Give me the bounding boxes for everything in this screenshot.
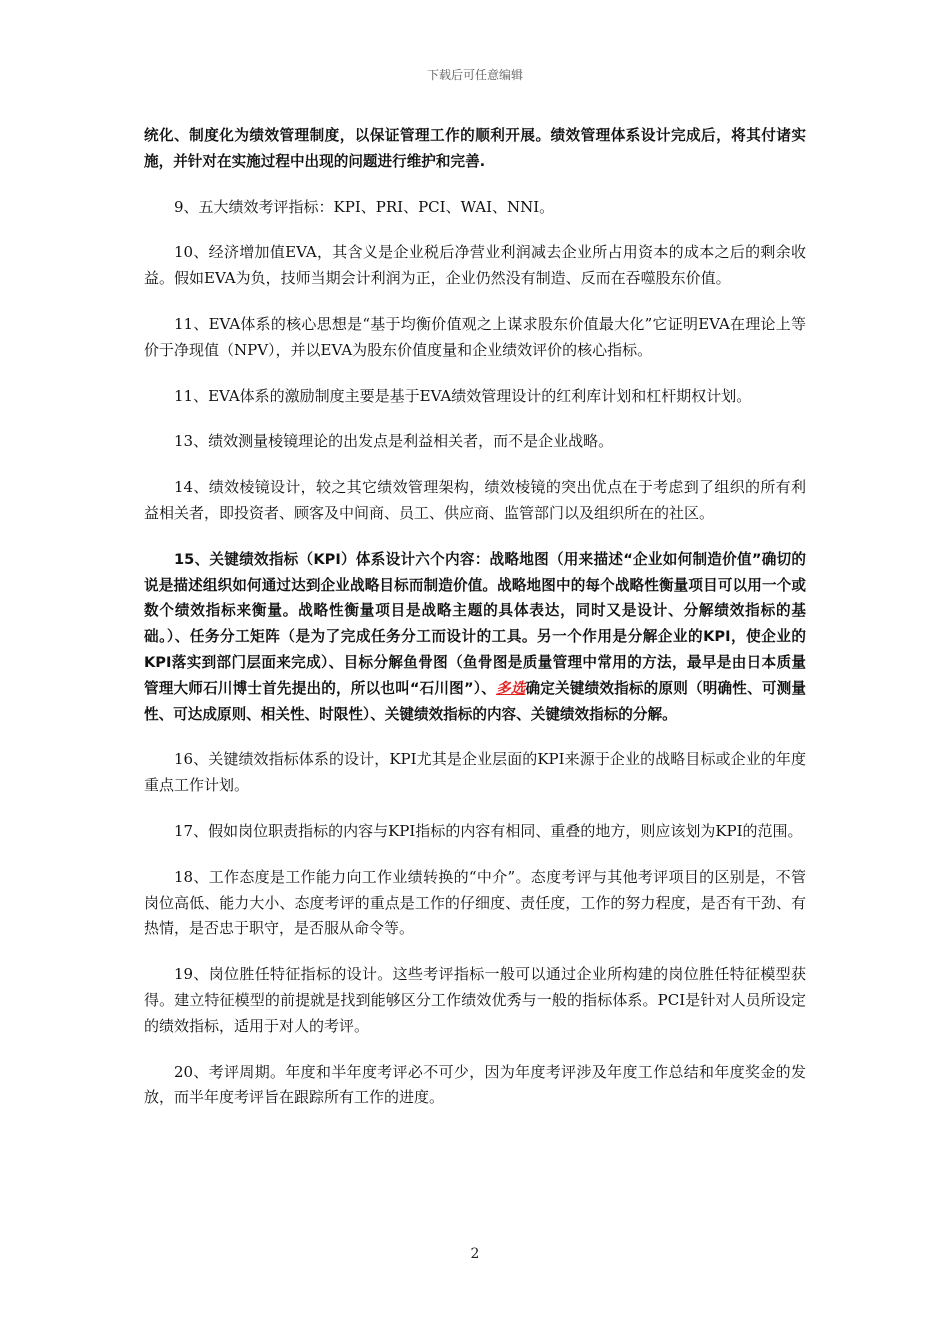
paragraph-item-19: 19、岗位胜任特征指标的设计。这些考评指标一般可以通过企业所构建的岗位胜任特征模型获得。建立特征模型的前提就是找到能够区分工作绩效优秀与一般的指标体系。PCI是针对人员所设定的绩效指标，适用于对人的考评。 bbox=[144, 965, 806, 1035]
paragraph-item-10: 10、经济增加值EVA，其含义是企业税后净营业利润减去企业所占用资本的成本之后的剩余收益。假如EVA为负，技师当期会计利润为正，企业仍然没有制造、反而在吞噬股东价值。 bbox=[144, 243, 806, 288]
paragraph-item-11b: 11、EVA体系的激励制度主要是基于EVA绩效管理设计的红利库计划和杠杆期权计划。 bbox=[174, 386, 752, 405]
paragraph-item-11a: 11、EVA体系的核心思想是“基于均衡价值观之上谋求股东价值最大化”它证明EVA在理论上等价于净现值（NPV），并以EVA为股东价值度量和企业绩效评价的核心指标。 bbox=[144, 314, 806, 359]
paragraph-item-14: 14、绩效棱镜设计，较之其它绩效管理架构，绩效棱镜的突出优点在于考虑到了组织的所有利益相关者，即投资者、顾客及中间商、员工、供应商、监管部门以及组织所在的社区。 bbox=[144, 478, 806, 522]
paragraph-item-13: 13、绩效测量棱镜理论的出发点是利益相关者，而不是企业战略。 bbox=[174, 432, 614, 451]
document-body bbox=[144, 123, 806, 1131]
page-header-note: 下载后可任意编辑 bbox=[426, 68, 523, 82]
paragraph-item-17: 17、假如岗位职责指标的内容与KPI指标的内容有相同、重叠的地方，则应该划为KPI的范围。 bbox=[174, 821, 803, 840]
paragraph-item-9: 9、五大绩效考评指标：KPI、PRI、PCI、WAI、NNI。 bbox=[174, 197, 555, 216]
paragraph-item-20: 20、考评周期。年度和半年度考评必不可少，因为年度考评涉及年度工作总结和年度奖金的发放，而半年度考评旨在跟踪所有工作的进度。 bbox=[144, 1062, 806, 1107]
paragraph-item-15-text-a: 15、关键绩效指标（KPI）体系设计六个内容：战略地图（用来描述“企业如何制造价值”确切的说是描述组织如何通过达到企业战略目标而制造价值。战略地图中的每个战略性衡量项目可以用一个或数个绩效指标来衡量。战略性衡量项目是战略主题的具体表达，同时又是设计、分解绩效指标的基础。）、任务分工矩阵（是为了完成任务分工而设计的工具。另一个作用是分解企业的KPI，使企业的KPI落实到部门层面来完成）、目标分解鱼骨图（鱼骨图是质量管理中常用的方法，最早是由日本质量管理大师石川博士首先提出的，所以也叫“石川图”）、 bbox=[144, 550, 806, 697]
paragraph-item-16: 16、关键绩效指标体系的设计，KPI尤其是企业层面的KPI来源于企业的战略目标或企业的年度重点工作计划。 bbox=[144, 750, 806, 795]
paragraph-continuation: 统化、制度化为绩效管理制度，以保证管理工作的顺利开展。绩效管理体系设计完成后，将其付诸实施，并针对在实施过程中出现的问题进行维护和完善. bbox=[144, 127, 806, 170]
page-number: 2 bbox=[470, 1246, 480, 1262]
paragraph-item-15 bbox=[144, 547, 806, 728]
multi-select-highlight: 多选 bbox=[495, 679, 526, 697]
paragraph-item-15-text-c: 确定关键绩效指标的原则（明确性、可测量性、可达成原则、相关性、时限性）、关键绩效指标的内容、关键绩效指标的分解。 bbox=[144, 679, 806, 723]
paragraph-item-18: 18、工作态度是工作能力向工作业绩转换的“中介”。态度考评与其他考评项目的区别是，不管岗位高低、能力大小、态度考评的重点是工作的仔细度、责任度，工作的努力程度，是否有干劲、有热情，是否忠于职守，是否服从命令等。 bbox=[144, 867, 806, 938]
